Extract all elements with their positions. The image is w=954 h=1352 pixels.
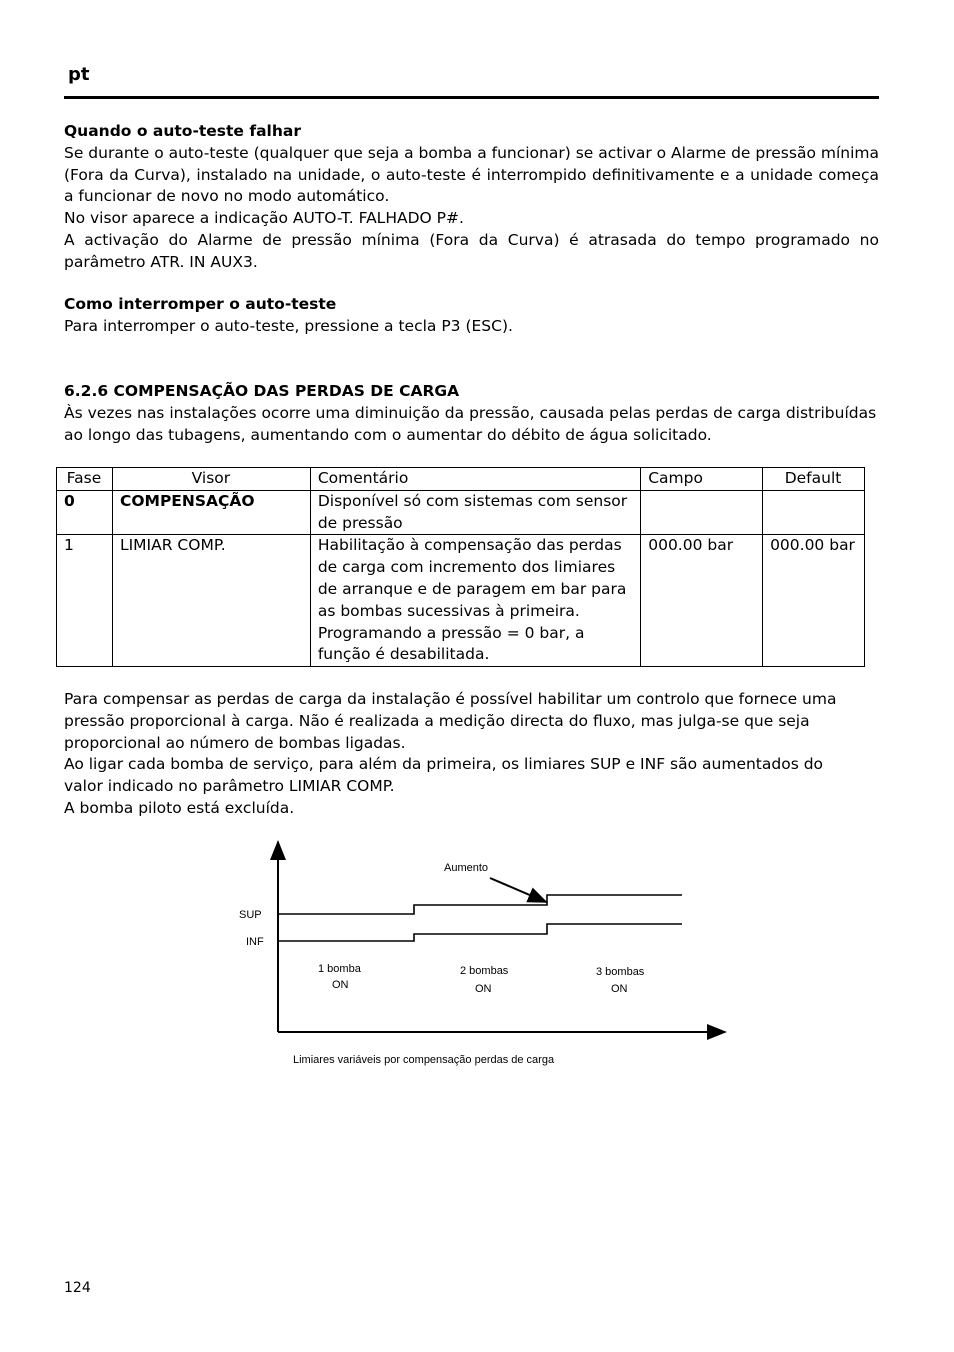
sup-label: SUP (239, 909, 262, 921)
table-cell: 0 (57, 490, 113, 535)
paragraph: Se durante o auto-teste (qualquer que seja a bomba a funcionar) se activar o Alarme de pressão mínima (Fora da Curva), instalado na unidade, o auto-teste é interrompido definitivamente e a unidade começa a funcionar de novo no modo automático. (64, 143, 879, 206)
header-rule (64, 96, 879, 99)
pump-label: 3 bombas (596, 966, 645, 978)
column-header-default: Default (763, 468, 865, 491)
table-cell (641, 490, 763, 535)
paragraph: No visor aparece a indicação AUTO-T. FALHADO P#. (64, 209, 464, 228)
pump-state: ON (611, 983, 628, 995)
paragraph: A bomba piloto está excluída. (64, 798, 295, 817)
table-cell: LIMIAR COMP. (112, 535, 310, 667)
increase-label: Aumento (444, 862, 489, 874)
table-cell: 000.00 bar (763, 535, 865, 667)
paragraph: Ao ligar cada bomba de serviço, para além da primeira, os limiares SUP e INF são aumentados do valor indicado no parâmetro LIMIAR COMP. (64, 755, 824, 796)
increase-arrow-icon (490, 878, 546, 902)
column-header-comentario: Comentário (310, 468, 640, 491)
table-cell: 000.00 bar (641, 535, 763, 667)
pump-label: 1 bomba (318, 963, 361, 975)
section-title: Como interromper o auto-teste (64, 295, 337, 313)
sup-threshold-line (278, 895, 682, 914)
diagram-caption: Limiares variáveis por compensação perdas de carga (293, 1054, 555, 1066)
table-cell (763, 490, 865, 535)
parameter-table (56, 467, 865, 667)
table-header-row (57, 468, 865, 491)
column-header-campo: Campo (641, 468, 763, 491)
page-language: pt (68, 64, 90, 85)
table-cell: Habilitação à compensação das perdas de carga com incremento dos limiares de arranque e de paragem em bar para as bombas sucessivas à primeira. Programando a pressão = 0 bar, a função é desabilitada. (310, 535, 640, 667)
paragraph: Para interromper o auto-teste, pressione a tecla P3 (ESC). (64, 316, 513, 335)
table-cell: COMPENSAÇÃO (112, 490, 310, 535)
paragraph: A activação do Alarme de pressão mínima (Fora da Curva) é atrasada do tempo programado no parâmetro ATR. IN AUX3. (64, 230, 879, 271)
section-title: 6.2.6 COMPENSAÇÃO DAS PERDAS DE CARGA (64, 382, 460, 400)
page-number: 124 (64, 1280, 91, 1296)
section-after-table (64, 689, 864, 820)
section-title: Quando o auto-teste falhar (64, 122, 301, 140)
section-interrupt (64, 294, 879, 338)
pump-label: 2 bombas (460, 965, 509, 977)
section-626 (64, 381, 879, 446)
table-row (57, 490, 865, 535)
column-header-fase: Fase (57, 468, 113, 491)
table-row (57, 535, 865, 667)
inf-threshold-line (278, 924, 682, 941)
pump-state: ON (475, 983, 492, 995)
inf-label: INF (246, 936, 264, 948)
paragraph: Às vezes nas instalações ocorre uma diminuição da pressão, causada pelas perdas de carga distribuídas ao longo das tubagens, aumentando com o aumentar do débito de água solicitado. (64, 403, 877, 444)
column-header-visor: Visor (112, 468, 310, 491)
paragraph: Para compensar as perdas de carga da instalação é possível habilitar um controlo que fornece uma pressão proporcional à carga. Não é realizada a medição directa do fluxo, mas julga-se que seja proporcional ao número de bombas ligadas. (64, 690, 837, 752)
table-cell: Disponível só com sistemas com sensor de pressão (310, 490, 640, 535)
section-autotest-fail (64, 121, 879, 274)
pump-state: ON (332, 979, 349, 991)
table-cell: 1 (57, 535, 113, 667)
threshold-diagram (220, 830, 740, 1075)
